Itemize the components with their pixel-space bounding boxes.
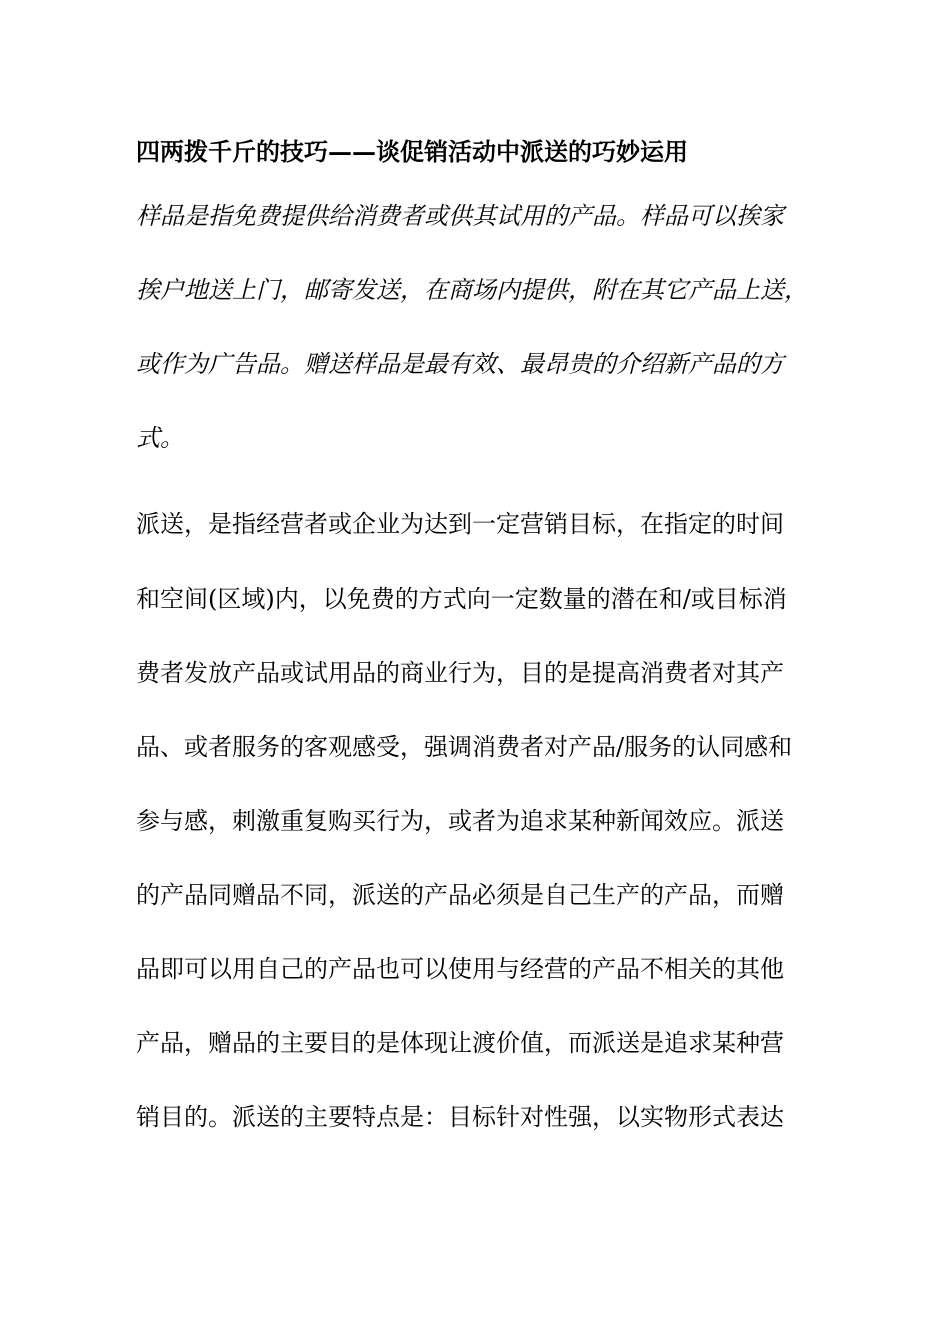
sample-paragraph-line-2: 挨户地送上门，邮寄发送，在商场内提供，附在其它产品上送， <box>136 276 808 304</box>
sample-paragraph-line-3: 或作为广告品。赠送样品是最有效、最昂贵的介绍新产品的方 <box>136 350 784 378</box>
distribution-paragraph-line-5: 参与感，刺激重复购买行为，或者为追求某种新闻效应。派送 <box>136 807 784 835</box>
distribution-paragraph-line-9: 销目的。派送的主要特点是：目标针对性强，以实物形式表达 <box>136 1103 784 1131</box>
sample-paragraph-line-1: 样品是指免费提供给消费者或供其试用的产品。样品可以挨家 <box>136 202 784 230</box>
distribution-paragraph-line-3: 费者发放产品或试用品的商业行为，目的是提高消费者对其产 <box>136 659 784 687</box>
distribution-paragraph-line-7: 品即可以用自己的产品也可以使用与经营的产品不相关的其他 <box>136 955 784 983</box>
distribution-paragraph-line-4: 品、或者服务的客观感受，强调消费者对产品/服务的认同感和 <box>136 733 793 761</box>
document-title: 四两拨千斤的技巧——谈促销活动中派送的巧妙运用 <box>136 137 688 166</box>
distribution-paragraph-line-2: 和空间(区域)内，以免费的方式向一定数量的潜在和/或目标消 <box>136 585 787 613</box>
distribution-paragraph-line-8: 产品，赠品的主要目的是体现让渡价值，而派送是追求某种营 <box>136 1029 784 1057</box>
distribution-paragraph-line-6: 的产品同赠品不同，派送的产品必须是自己生产的产品，而赠 <box>136 881 784 909</box>
distribution-paragraph-line-1: 派送，是指经营者或企业为达到一定营销目标，在指定的时间 <box>136 510 784 538</box>
sample-paragraph-line-4: 式。 <box>136 424 184 452</box>
